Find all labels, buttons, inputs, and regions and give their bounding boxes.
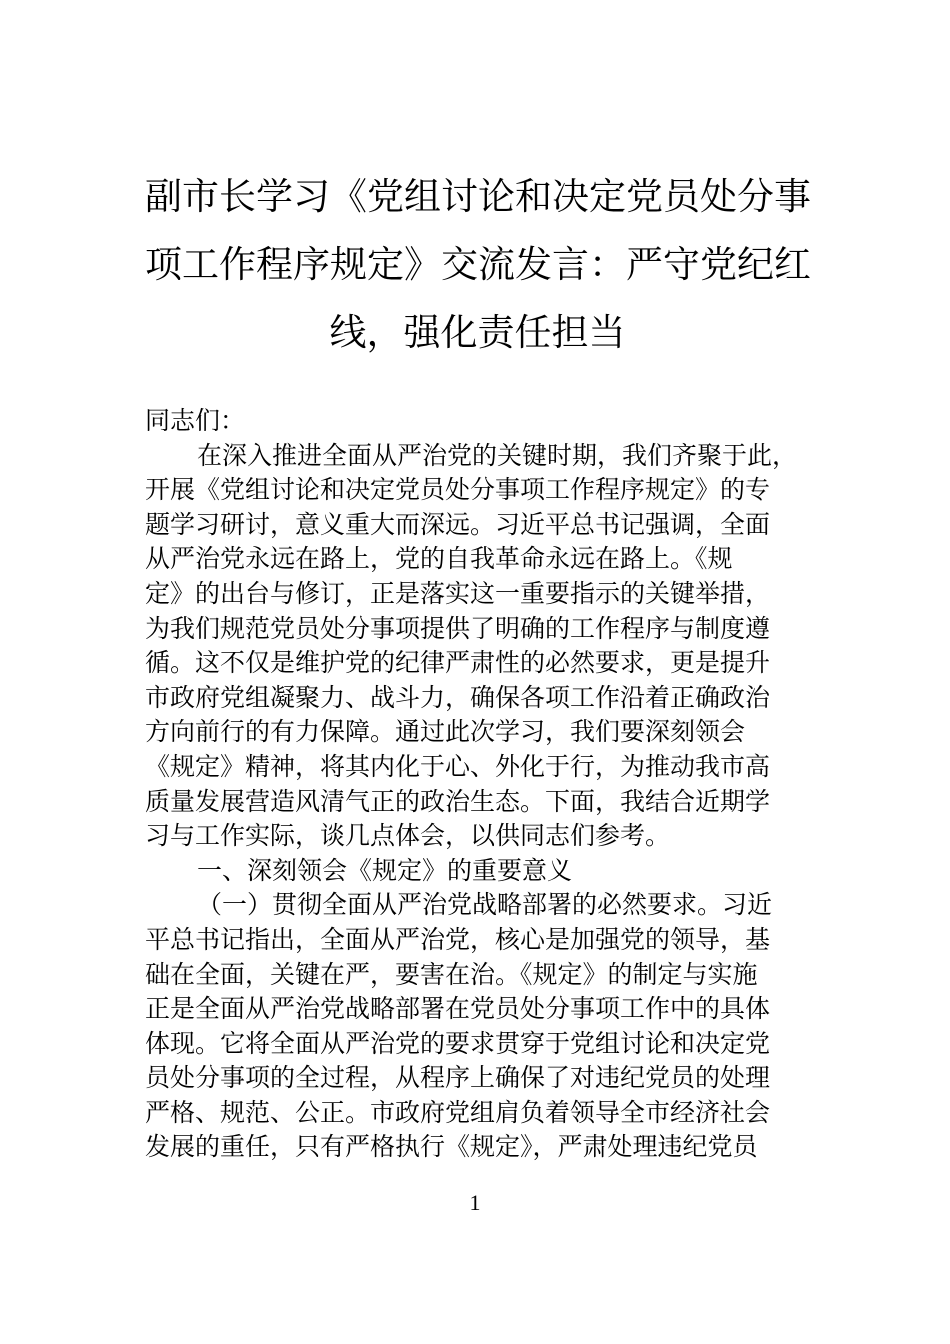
subsection-paragraph (145, 888, 835, 1165)
text-line: 开展《党组讨论和决定党员处分事项工作程序规定》的专 (145, 475, 771, 505)
text-line: 题学习研讨，意义重大而深远。习近平总书记强调，全面 (145, 509, 771, 539)
text-line: 为我们规范党员处分事项提供了明确的工作程序与制度遵 (145, 613, 771, 643)
title-line: 线，强化责任担当 (329, 311, 626, 354)
document-title (145, 163, 810, 367)
text-line: 质量发展营造风清气正的政治生态。下面，我结合近期学 (145, 786, 771, 816)
title-line: 项工作程序规定》交流发言：严守党纪红 (145, 243, 811, 286)
text-line: 员处分事项的全过程，从程序上确保了对违纪党员的处理 (145, 1063, 771, 1093)
text-line: 在深入推进全面从严治党的关键时期，我们齐聚于此， (197, 440, 798, 470)
section-heading: 一、深刻领会《规定》的重要意义 (197, 855, 573, 885)
salutation: 同志们： (145, 406, 246, 435)
text-line: 定》的出台与修订，正是落实这一重要指示的关键举措， (145, 578, 771, 608)
intro-paragraph (145, 439, 835, 854)
text-line: 市政府党组凝聚力、战斗力，确保各项工作沿着正确政治 (145, 682, 771, 712)
text-line: 正是全面从严治党战略部署在党员处分事项工作中的具体 (145, 994, 771, 1024)
text-line: 循。这不仅是维护党的纪律严肃性的必然要求，更是提升 (145, 648, 771, 678)
page-number: 1 (469, 1190, 481, 1215)
text-line: 发展的重任，只有严格执行《规定》，严肃处理违纪党员 (145, 1132, 758, 1162)
text-line: 习与工作实际，谈几点体会，以供同志们参考。 (145, 821, 671, 851)
text-line: （一）贯彻全面从严治党战略部署的必然要求。习近 (197, 890, 773, 920)
text-line: 平总书记指出，全面从严治党，核心是加强党的领导，基 (145, 924, 771, 954)
text-line: 严格、规范、公正。市政府党组肩负着领导全市经济社会 (145, 1097, 771, 1127)
text-line: 体现。它将全面从严治党的要求贯穿于党组讨论和决定党 (145, 1028, 771, 1058)
text-line: 方向前行的有力保障。通过此次学习，我们要深刻领会 (145, 717, 746, 747)
text-line: 础在全面，关键在严，要害在治。《规定》的制定与实施 (145, 959, 758, 989)
text-line: 从严治党永远在路上，党的自我革命永远在路上。《规 (145, 544, 733, 574)
text-line: 《规定》精神，将其内化于心、外化于行，为推动我市高 (145, 751, 771, 781)
title-line: 副市长学习《党组讨论和决定党员处分事 (145, 175, 811, 218)
document-body (145, 404, 835, 1165)
